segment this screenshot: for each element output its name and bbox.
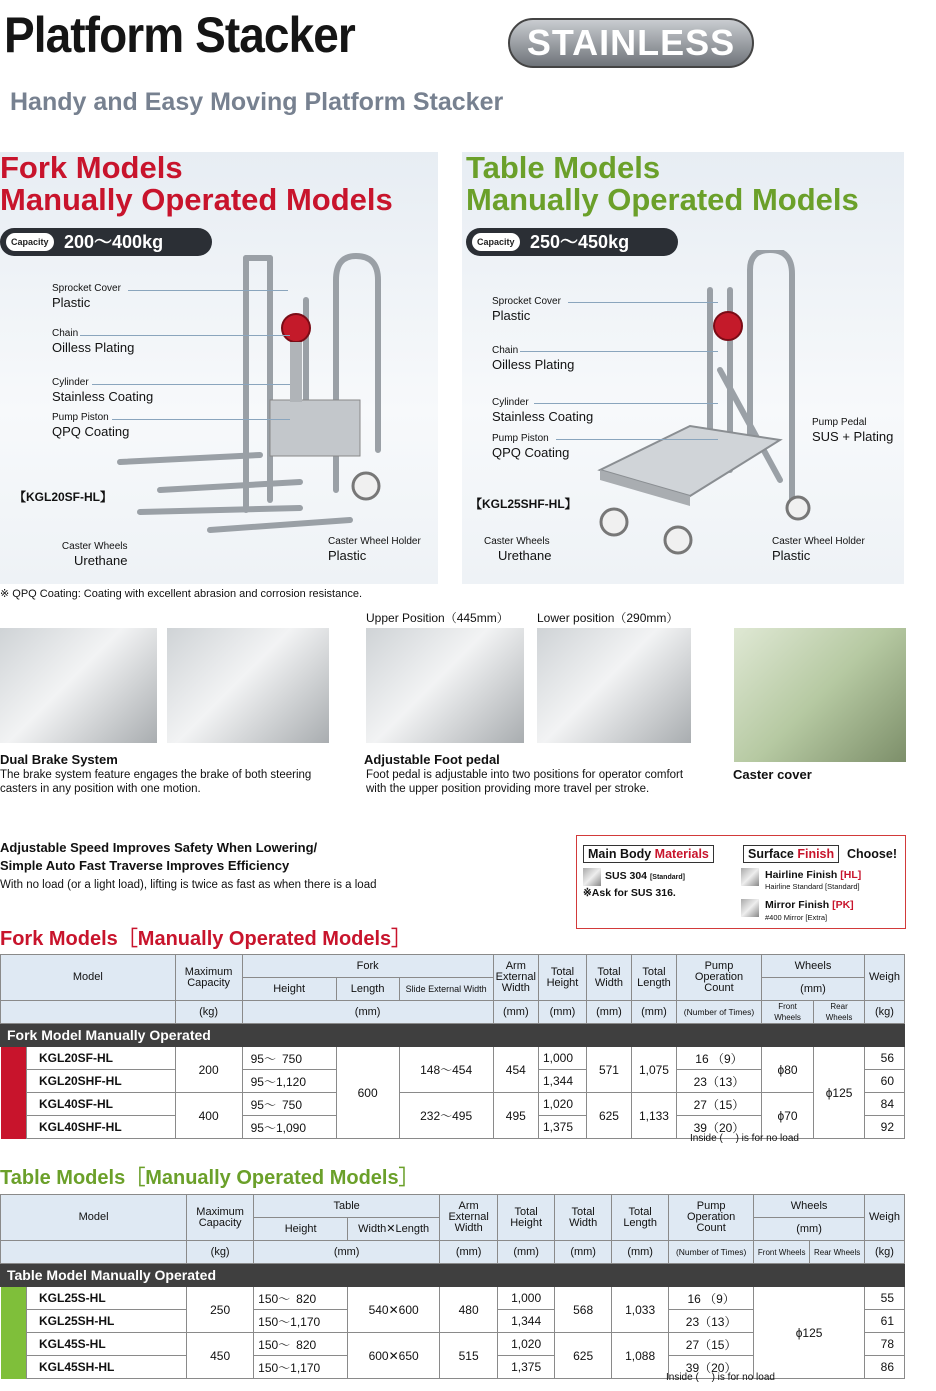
unit-mm: (mm) <box>555 1241 612 1264</box>
col-arm-width: Arm External Width <box>493 955 538 1001</box>
total-length-cell: 1,088 <box>612 1333 669 1379</box>
model-cell: KGL40SHF-HL <box>27 1116 176 1139</box>
total-height-cell: 1,000 <box>498 1287 555 1310</box>
unit-mm: (mm) <box>498 1241 555 1264</box>
fork-callout-cylinder <box>52 377 153 405</box>
callout-value: Plastic <box>772 548 811 563</box>
table-callout-cylinder <box>492 397 593 425</box>
fork-color-stripe <box>1 1047 27 1139</box>
table-heading-1: Table Models <box>466 150 661 185</box>
col-total-width: Total Width <box>586 955 631 1001</box>
height-cell: 95～1,120 <box>242 1070 336 1093</box>
unit-kg: (kg) <box>865 1001 905 1024</box>
fork-model-tag: 【KGL20SF-HL】 <box>14 490 113 504</box>
capacity-cell: 400 <box>175 1093 242 1139</box>
weight-cell: 60 <box>865 1070 905 1093</box>
col-total-length: Total Length <box>612 1195 669 1241</box>
arm-width-cell: 515 <box>440 1333 498 1379</box>
stainless-badge: STAINLESS <box>508 18 754 68</box>
col-total-height: Total Height <box>498 1195 555 1241</box>
table-color-stripe <box>1 1287 27 1379</box>
heading-accent: Materials <box>654 847 709 861</box>
total-height-cell: 1,375 <box>538 1116 586 1139</box>
sus304-swatch <box>583 868 601 886</box>
total-length-cell: 1,075 <box>631 1047 676 1093</box>
col-total-height: Total Height <box>538 955 586 1001</box>
fork-callout-sprocket <box>52 283 121 311</box>
mirror-text: Mirror Finish <box>765 899 833 911</box>
unit-times: (Number of Times) <box>676 1001 761 1024</box>
weight-cell: 86 <box>865 1356 905 1379</box>
dual-brake-photo-1 <box>0 628 157 743</box>
weight-cell: 78 <box>865 1333 905 1356</box>
unit-kg: (kg) <box>175 1001 242 1024</box>
unit-mm: (mm) <box>254 1241 440 1264</box>
callout-value: QPQ Coating <box>492 445 570 460</box>
unit-mm: (mm) <box>586 1001 631 1024</box>
upper-position-label: Upper Position（445mm） <box>366 611 509 625</box>
callout-value: QPQ Coating <box>52 424 130 439</box>
caster-cover-photo <box>734 628 906 762</box>
callout-label: Cylinder <box>492 397 529 408</box>
material-finish-box <box>576 835 906 929</box>
pump-cell: 16 （9） <box>669 1287 754 1310</box>
unit-kg: (kg) <box>865 1241 905 1264</box>
callout-value: Plastic <box>52 295 91 310</box>
total-length-cell: 1,133 <box>631 1093 676 1139</box>
foot-pedal-lower-photo <box>537 628 691 743</box>
height-cell: 95～ 750 <box>242 1047 336 1070</box>
unit-wheels-mm: (mm) <box>754 1218 865 1241</box>
heading-text: Surface <box>748 847 798 861</box>
callout-value: Stainless Coating <box>52 389 154 404</box>
pump-cell: 27（15） <box>676 1093 761 1116</box>
front-wheel-cell: ϕ80 <box>761 1047 813 1093</box>
total-height-cell: 1,020 <box>498 1333 555 1356</box>
foot-pedal-text: Foot pedal is adjustable into two positions for operator comfort with the upper position providing more travel per stroke. <box>366 769 684 795</box>
model-cell: KGL20SF-HL <box>27 1047 176 1070</box>
weight-cell: 56 <box>865 1047 905 1070</box>
page-title: Platform Stacker <box>4 7 355 63</box>
model-cell: KGL45SH-HL <box>27 1356 187 1379</box>
capacity-pill: Capacity <box>472 233 520 251</box>
callout-line <box>520 351 718 352</box>
callout-line <box>92 384 290 385</box>
total-width-cell: 625 <box>586 1093 631 1139</box>
table-capacity: 250～450kg <box>530 232 630 252</box>
pump-cell: 16 （9） <box>676 1047 761 1070</box>
total-width-cell: 625 <box>555 1333 612 1379</box>
fork-table-note: Inside ( ) is for no load <box>690 1133 799 1144</box>
table-stacker-illustration <box>580 250 820 560</box>
table-callout-chain <box>492 345 574 373</box>
col-capacity: Maximum Capacity <box>187 1195 254 1241</box>
table-row <box>1 1047 905 1070</box>
total-width-cell: 568 <box>555 1287 612 1333</box>
pump-cell: 27（15） <box>669 1333 754 1356</box>
height-cell: 95～1,090 <box>242 1116 336 1139</box>
unit-mm: (mm) <box>538 1001 586 1024</box>
main-body-materials-heading <box>583 845 714 863</box>
unit-mm: (mm) <box>440 1241 498 1264</box>
total-height-cell: 1,344 <box>498 1310 555 1333</box>
height-cell: 150～ 820 <box>254 1287 348 1310</box>
dual-brake-photo-2 <box>167 628 329 743</box>
model-cell: KGL40SF-HL <box>27 1093 176 1116</box>
callout-label: Cylinder <box>52 377 89 388</box>
height-cell: 150～ 820 <box>254 1333 348 1356</box>
callout-line <box>128 290 288 291</box>
hairline-sub: Hairline Standard [Standard] <box>765 882 860 891</box>
arm-width-cell: 480 <box>440 1287 498 1333</box>
col-model: Model <box>1 1195 187 1241</box>
callout-label: Pump Piston <box>492 433 549 444</box>
col-weight: Weigh <box>865 1195 905 1241</box>
total-height-cell: 1,000 <box>538 1047 586 1070</box>
callout-value: Oilless Plating <box>492 357 575 372</box>
col-capacity: Maximum Capacity <box>175 955 242 1001</box>
heading-accent: Finish <box>797 847 835 861</box>
callout-line <box>112 419 290 420</box>
mirror-swatch <box>741 899 759 917</box>
callout-label: Chain <box>492 345 519 356</box>
callout-label: Caster Wheel Holder <box>328 536 421 547</box>
hairline-swatch <box>741 868 759 886</box>
total-height-cell: 1,375 <box>498 1356 555 1379</box>
surface-finish-heading <box>743 845 839 863</box>
unit-times: (Number of Times) <box>669 1241 754 1264</box>
unit-mm: (mm) <box>631 1001 676 1024</box>
callout-value: Urethane <box>74 553 128 568</box>
width-length-cell: 540✕600 <box>348 1287 440 1333</box>
hairline-label <box>765 869 861 881</box>
unit-blank <box>1 1001 176 1024</box>
col-model: Model <box>1 955 176 1001</box>
rear-wheel-cell: ϕ125 <box>814 1047 865 1139</box>
fork-heading-1: Fork Models <box>0 150 183 185</box>
table-callout-holder <box>772 536 865 564</box>
speed-title-2: Simple Auto Fast Traverse Improves Efficiency <box>0 858 290 873</box>
col-width-length: Width✕Length <box>348 1218 440 1241</box>
fork-heading-2: Manually Operated Models <box>0 182 393 217</box>
unit-rear: Rear Wheels <box>810 1241 865 1264</box>
weight-cell: 92 <box>865 1116 905 1139</box>
col-wheels: Wheels <box>761 955 864 978</box>
table-model-tag: 【KGL25SHF-HL】 <box>470 497 577 511</box>
fork-callout-caster <box>60 541 127 569</box>
col-height: Height <box>254 1218 348 1241</box>
table-table-title: Table Models［Manually Operated Models］ <box>0 1167 419 1189</box>
sus304-text: SUS 304 <box>605 870 648 882</box>
hairline-code: [HL] <box>840 869 862 881</box>
foot-pedal-title: Adjustable Foot pedal <box>364 752 500 767</box>
capacity-pill: Capacity <box>6 233 54 251</box>
slide-width-cell: 148～454 <box>399 1047 493 1093</box>
speed-text: With no load (or a light load), lifting is twice as fast as when there is a load <box>0 879 377 891</box>
capacity-cell: 450 <box>187 1333 254 1379</box>
table-callout-sprocket <box>492 296 561 324</box>
col-fork: Fork <box>242 955 493 978</box>
callout-value: Stainless Coating <box>492 409 594 424</box>
col-pump: Pump Operation Count <box>676 955 761 1001</box>
callout-value: SUS + Plating <box>812 429 894 444</box>
unit-blank <box>1 1241 187 1264</box>
callout-value: Plastic <box>492 308 531 323</box>
sus304-label <box>605 870 685 882</box>
height-cell: 150～1,170 <box>254 1356 348 1379</box>
pump-cell: 39（20） <box>669 1356 754 1379</box>
caster-cover-title: Caster cover <box>733 767 812 782</box>
hairline-text: Hairline Finish <box>765 869 841 881</box>
unit-kg: (kg) <box>187 1241 254 1264</box>
table-table-note: Inside ( ) is for no load <box>666 1372 775 1383</box>
callout-line <box>534 403 718 404</box>
callout-line <box>568 302 718 303</box>
table-spec-table <box>0 1194 905 1379</box>
col-wheels: Wheels <box>754 1195 865 1218</box>
unit-rear: Rear Wheels <box>814 1001 865 1024</box>
dual-brake-text: The brake system feature engages the brake of both steering casters in any position with one motion. <box>0 769 312 795</box>
callout-value: Urethane <box>498 548 552 563</box>
dual-brake-title: Dual Brake System <box>0 752 118 767</box>
unit-mm: (mm) <box>493 1001 538 1024</box>
weight-cell: 55 <box>865 1287 905 1310</box>
height-cell: 95～ 750 <box>242 1093 336 1116</box>
callout-label: Caster Wheels <box>484 536 550 547</box>
model-cell: KGL25S-HL <box>27 1287 187 1310</box>
total-width-cell: 571 <box>586 1047 631 1093</box>
col-length: Length <box>336 978 399 1001</box>
front-wheel-cell: ϕ70 <box>761 1093 813 1139</box>
foot-pedal-upper-photo <box>366 628 524 743</box>
col-slide-width: Slide External Width <box>399 978 493 1001</box>
callout-label: Caster Wheel Holder <box>772 536 865 547</box>
table-band: Table Model Manually Operated <box>1 1264 905 1287</box>
total-height-cell: 1,020 <box>538 1093 586 1116</box>
fork-callout-chain <box>52 328 134 356</box>
fork-spec-table <box>0 954 905 1139</box>
col-pump: Pump Operation Count <box>669 1195 754 1241</box>
lower-position-label: Lower position（290mm） <box>537 611 679 625</box>
col-table: Table <box>254 1195 440 1218</box>
arm-width-cell: 495 <box>493 1093 538 1139</box>
model-cell: KGL20SHF-HL <box>27 1070 176 1093</box>
choose-label: Choose! <box>847 847 897 861</box>
fork-band: Fork Model Manually Operated <box>1 1024 905 1047</box>
weight-cell: 84 <box>865 1093 905 1116</box>
total-height-cell: 1,344 <box>538 1070 586 1093</box>
callout-label: Chain <box>52 328 79 339</box>
unit-front: Front Wheels <box>754 1241 810 1264</box>
pump-cell: 23（13） <box>676 1070 761 1093</box>
mirror-label <box>765 899 854 911</box>
callout-label: Sprocket Cover <box>492 296 561 307</box>
total-length-cell: 1,033 <box>612 1287 669 1333</box>
table-callout-pump-pedal <box>812 417 893 445</box>
speed-title-1: Adjustable Speed Improves Safety When Lowering/ <box>0 840 318 855</box>
page-subtitle: Handy and Easy Moving Platform Stacker <box>10 88 504 116</box>
model-cell: KGL25SH-HL <box>27 1310 187 1333</box>
table-row <box>1 1287 905 1310</box>
unit-mm: (mm) <box>242 1001 493 1024</box>
capacity-cell: 250 <box>187 1287 254 1333</box>
fork-callout-holder <box>328 536 421 564</box>
callout-label: Caster Wheels <box>61 541 128 552</box>
wheel-cell: ϕ125 <box>754 1287 865 1379</box>
callout-value: Plastic <box>328 548 367 563</box>
unit-front: Front Wheels <box>761 1001 813 1024</box>
pump-cell: 23（13） <box>669 1310 754 1333</box>
table-callout-pump-piston <box>492 433 569 461</box>
fork-callout-pump-piston <box>52 412 129 440</box>
sus304-standard: [Standard] <box>649 874 685 881</box>
heading-text: Main Body <box>588 847 655 861</box>
fork-table-title: Fork Models［Manually Operated Models］ <box>0 928 412 950</box>
table-row <box>1 1093 905 1116</box>
model-cell: KGL45S-HL <box>27 1333 187 1356</box>
col-total-width: Total Width <box>555 1195 612 1241</box>
callout-label: Pump Piston <box>52 412 109 423</box>
fork-capacity: 200～400kg <box>64 232 164 252</box>
callout-line <box>556 439 718 440</box>
capacity-cell: 200 <box>175 1047 242 1093</box>
callout-label: Sprocket Cover <box>52 283 121 294</box>
width-length-cell: 600✕650 <box>348 1333 440 1379</box>
col-height: Height <box>242 978 336 1001</box>
height-cell: 150～1,170 <box>254 1310 348 1333</box>
unit-wheels-mm: (mm) <box>761 978 864 1001</box>
callout-line <box>80 335 290 336</box>
pump-cell: 39（20） <box>676 1116 761 1139</box>
slide-width-cell: 232～495 <box>399 1093 493 1139</box>
qpq-note: ※ QPQ Coating: Coating with excellent abrasion and corrosion resistance. <box>0 588 363 600</box>
mirror-code: [PK] <box>832 899 854 911</box>
length-cell: 600 <box>336 1047 399 1139</box>
mirror-sub: #400 Mirror [Extra] <box>765 913 828 922</box>
table-heading-2: Manually Operated Models <box>466 182 859 217</box>
table-callout-caster <box>484 536 551 564</box>
weight-cell: 61 <box>865 1310 905 1333</box>
callout-label: Pump Pedal <box>812 417 867 428</box>
col-arm-width: Arm External Width <box>440 1195 498 1241</box>
callout-value: Oilless Plating <box>52 340 135 355</box>
arm-width-cell: 454 <box>493 1047 538 1093</box>
unit-mm: (mm) <box>612 1241 669 1264</box>
sus316-note: ※Ask for SUS 316. <box>583 887 676 899</box>
col-weight: Weigh <box>865 955 905 1001</box>
col-total-length: Total Length <box>631 955 676 1001</box>
